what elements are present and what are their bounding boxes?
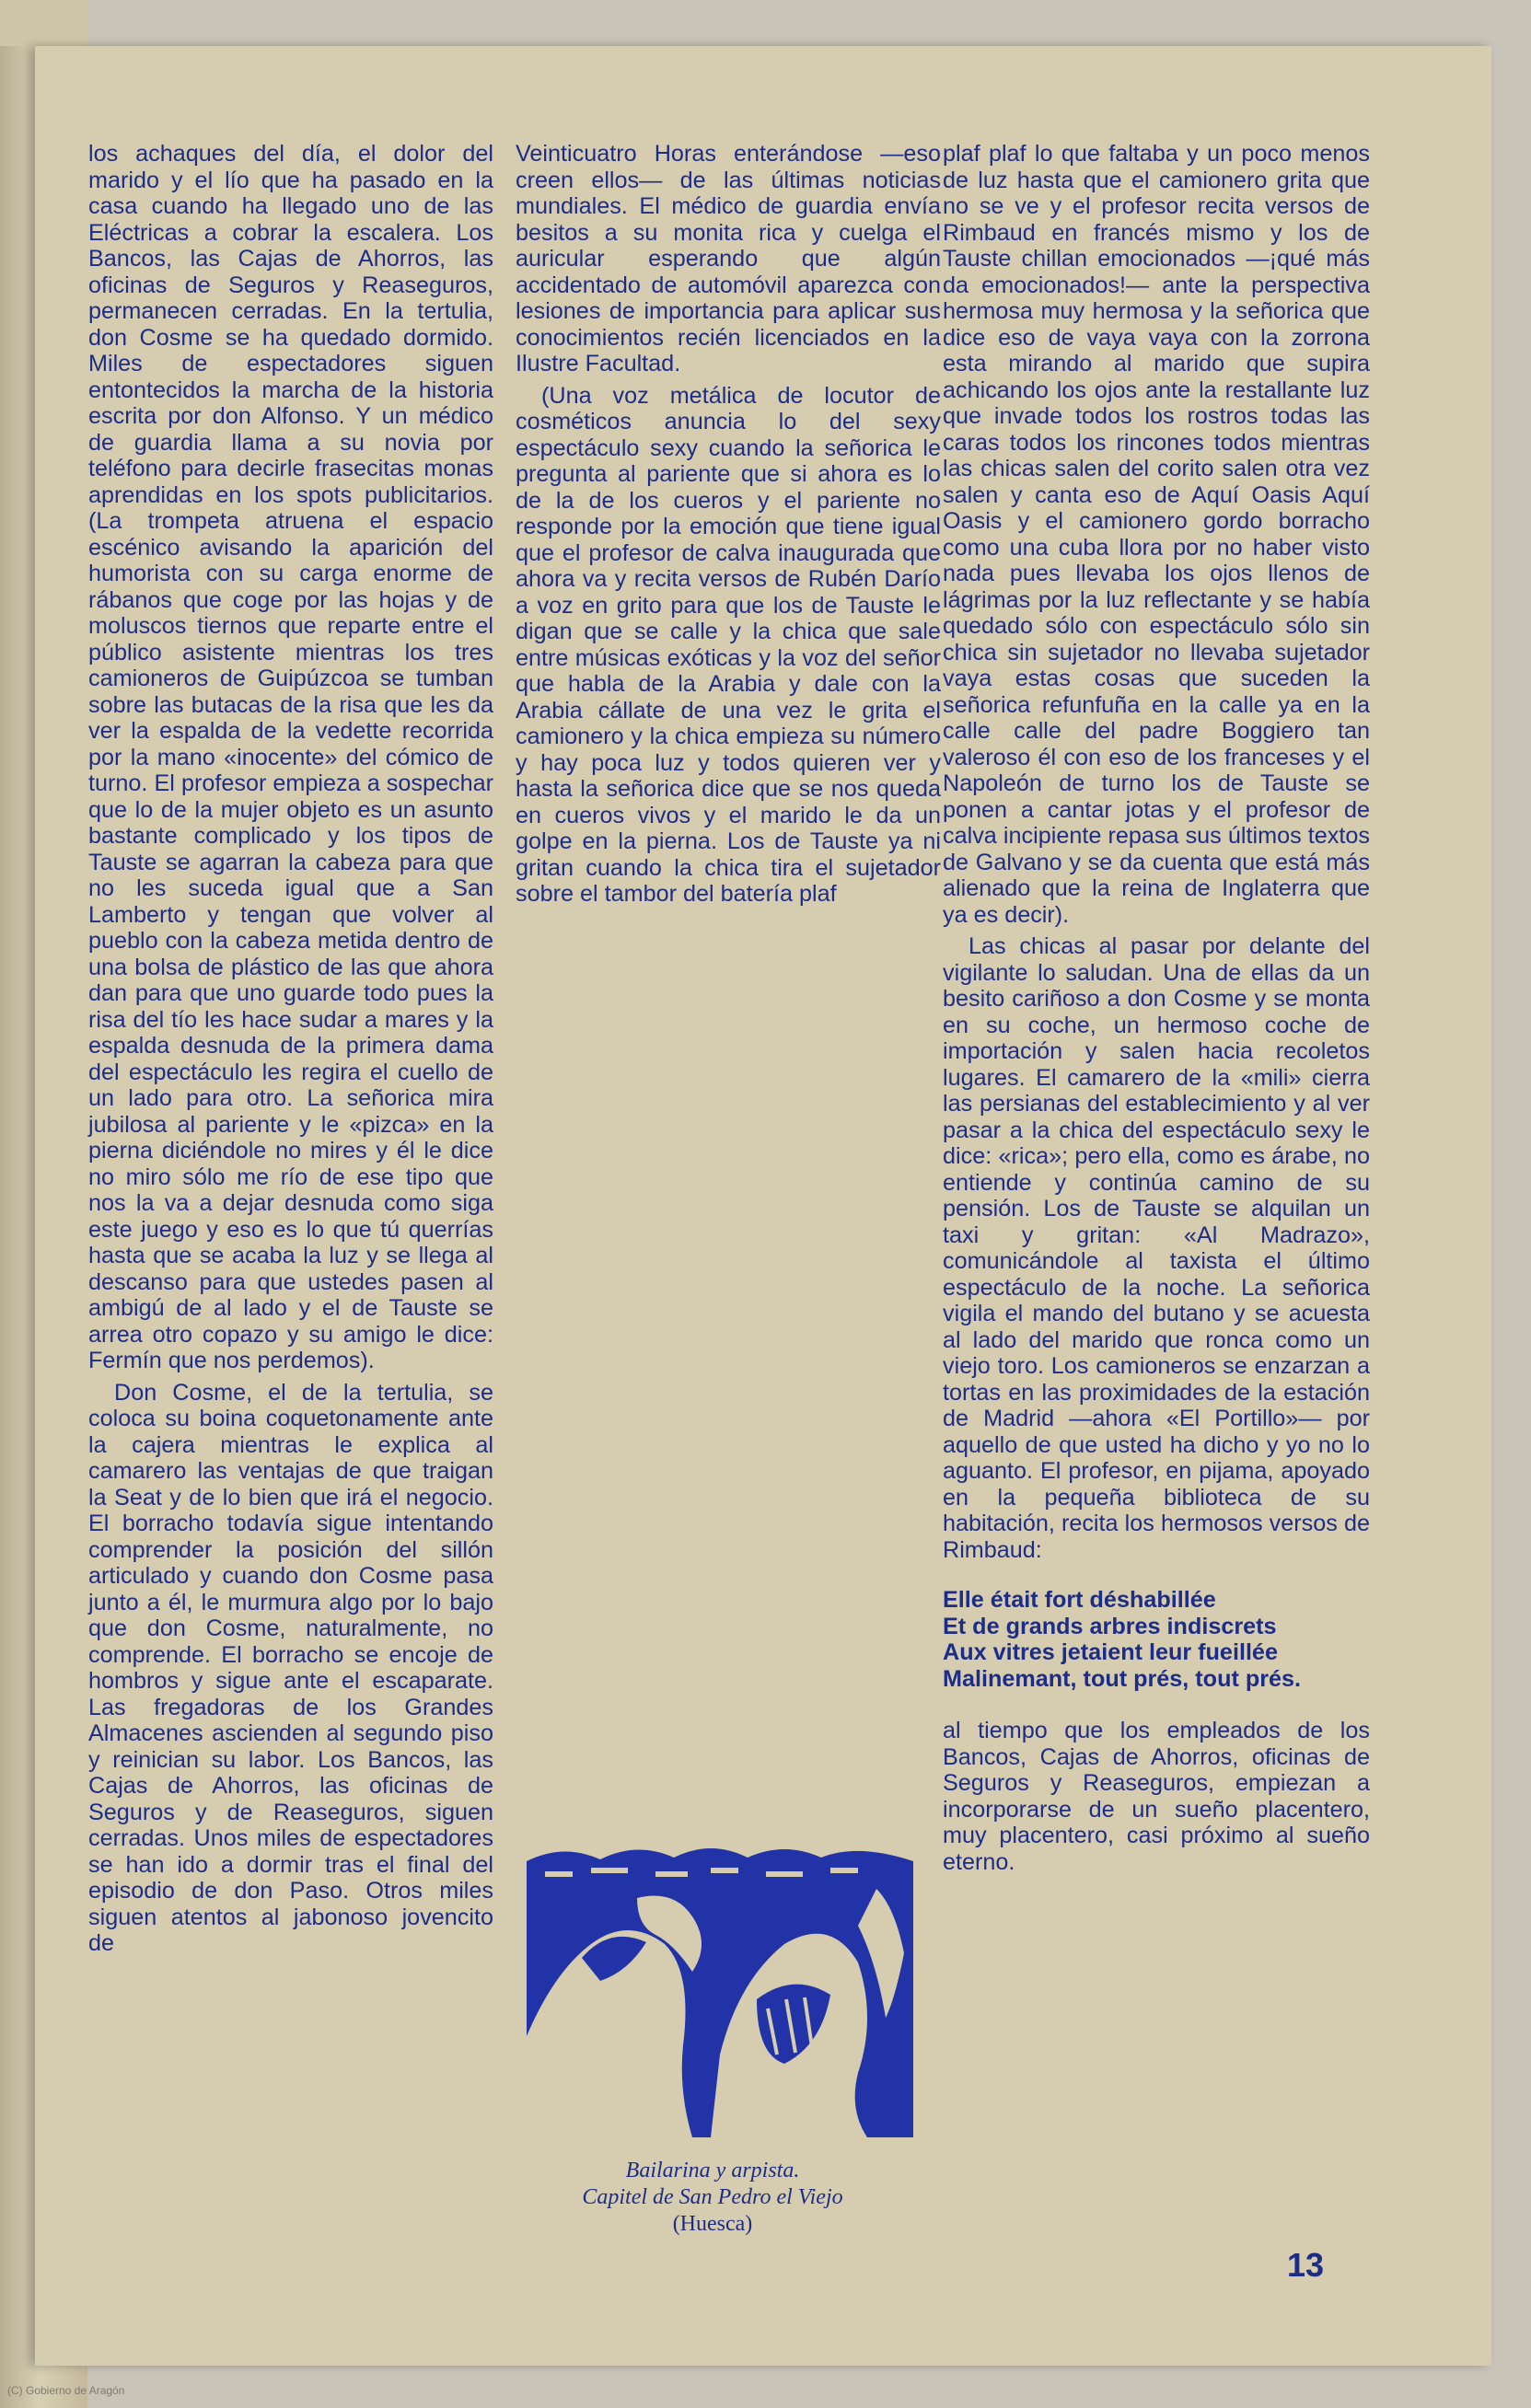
rimbaud-poem	[943, 1587, 1370, 1692]
poem-line: Aux vitres jetaient leur fueillée	[943, 1639, 1278, 1665]
paragraph: Las chicas al pasar por delante del vigilante lo saludan. Una de ellas da un besito cariñoso a don Cosme y se monta en su coche, un hermoso coche de importación y salen hacia recoletos lugares. El camarero de la «mili» cierra las persianas del establecimiento y al ver pasar a la chica del espectáculo sexy le dice: «rica»; pero ella, como es árabe, no entiende y continúa camino de su pensión. Los de Tauste se alquilan un taxi y gritan: «Al Madrazo», comunicándole al taxista el último espectáculo de la noche. La señorica vigila el mando del butano y se acuesta al lado del marido que ronca como un viejo toro. Los camioneros se enzarzan a tortas en las proximidades de la estación de Madrid —ahora «El Portillo»— por aquello de que usted ha dicho y yo no lo aguanto. El profesor, en pijama, apoyado en la pequeña biblioteca de su habitación, recita los hermosos versos de Rimbaud:	[943, 933, 1370, 1563]
caption-title: Bailarina y arpista.	[625, 2159, 800, 2182]
paragraph: plaf plaf lo que faltaba y un poco menos de luz hasta que el camionero grita que no se ve y el profesor recita versos de Rimbaud en francés mismo y los de Tauste chillan emocionados —¡qué más da emocionados!— ante la perspectiva hermosa muy hermosa y la señorica que dice eso de vaya vaya con la zorrona esta mirando al marido que supira achicando los ojos ante la restallante luz que invade todos los rostros todas las caras todos los rincones todos mientras las chicas salen del corito salen otra vez salen y canta eso de Aquí Oasis Aquí Oasis y el camionero gordo borracho como una cuba llora por no haber visto nada pues llevaba los ojos llenos de lágrimas por la luz reflectante y se había quedado sólo con espectáculo sólo sin chica sin sujetador no llevaba sujetador vaya estas cosas que suceden la señorica refunfuña en la calle ya en la calle calle del padre Boggiero tan valeroso él con eso de los franceses y el Napoleón de turno los de Tauste se ponen a cantar jotas y el profesor de calva incipiente repasa sus últimos textos de Galvano y se da cuenta que está más alienado que la reina de Inglaterra que ya es decir).	[943, 141, 1370, 928]
poem-line: Elle était fort déshabillée	[943, 1587, 1216, 1613]
paragraph: los achaques del día, el dolor del marido y el lío que ha pasado en la casa cuando ha llegado uno de las Eléctricas a cobrar la escalera. Los Bancos, las Cajas de Ahorros, las oficinas de Seguros y Reaseguros, permanecen cerradas. En la tertulia, don Cosme se ha quedado dormido. Miles de espectadores siguen entontecidos la marcha de la historia escrita por don Alfonso. Y un médico de guardia llama a su novia por teléfono para decirle frasecitas monas aprendidas en los spots publicitarios. (La trompeta atruena el espacio escénico avisando la aparición del humorista con su carga enorme de rábanos que coge por las hojas y de moluscos tiernos que reparte entre el público asistente mientras los tres camioneros de Guipúzcoa se tumban sobre las butacas de la risa que les da ver la espalda de la vedette recorrida por la mano «inocente» del cómico de turno. El profesor empieza a sospechar que lo de la mujer objeto es un asunto bastante complicado y los tipos de Tauste se agarran la cabeza para que no les suceda igual que a San Lamberto y tengan que volver al pueblo con la cabeza metida dentro de una bolsa de plástico de las que ahora dan para que uno guarde todo pues la risa del tío les hace sudar a mares y la espalda desnuda de la primera dama del espectáculo les regira el cuello de un lado para otro. La señorica mira jubilosa al pariente y le «pizca» en la pierna diciéndole no mires y él le dice no miro sólo me río de ese tipo que nos la va a dejar desnuda como siga este juego y eso es lo que tú querrías hasta que se acaba la luz y se llega al descanso para que ustedes pasen al ambigú de al lado y el de Tauste se arrea otro copazo y su amigo le dice: Fermín que nos perdemos).	[88, 141, 493, 1373]
paragraph: al tiempo que los empleados de los Bancos, Cajas de Ahorros, oficinas de Seguros y Reaseguros, empiezan a incorporarse de un sueño placentero, muy placentero, casi próximo al sueño eterno.	[943, 1718, 1370, 1875]
caption-subtitle: Capitel de San Pedro el Viejo	[582, 2185, 843, 2209]
figure-caption	[490, 2158, 935, 2238]
text-column-3	[943, 141, 1370, 1875]
capital-abacus	[527, 1848, 913, 1880]
copyright-watermark: (C) Gobierno de Aragón	[7, 2384, 125, 2397]
binding-edge-top	[0, 0, 87, 46]
capital-photo	[527, 1834, 913, 2137]
paragraph: Veinticuatro Horas enterándose —eso creen ellos— de las últimas noticias mundiales. El médico de guardia envía besitos a su monita rica y cuelga el auricular esperando que algún accidentado de automóvil aparezca con lesiones de importancia para aplicar sus conocimientos recién licenciados en la Ilustre Facultad.	[516, 141, 941, 376]
poem-line: Malinemant, tout prés, tout prés.	[943, 1665, 1302, 1692]
paragraph: Don Cosme, el de la tertulia, se coloca su boina coquetonamente ante la cajera mientras le explica al camarero las ventajas de que traigan la Seat y de lo bien que irá el negocio. El borracho todavía sigue intentando comprender la posición del sillón articulado y cuando don Cosme pasa junto a él, le murmura algo por lo bajo que don Cosme, naturalmente, no comprende. El borracho se encoje de hombros y sigue ante el escaparate. Las fregadoras de los Grandes Almacenes ascienden al segundo piso y reinician su labor. Los Bancos, las Cajas de Ahorros, las oficinas de Seguros y de Reaseguros, siguen cerradas. Unos miles de espectadores se han ido a dormir tras el final del episodio de don Paso. Otros miles siguen atentos al jabonoso jovencito de	[88, 1379, 493, 1956]
text-column-2	[516, 141, 941, 908]
caption-location: (Huesca)	[672, 2212, 753, 2236]
magazine-page	[35, 46, 1491, 2366]
poem-line: Et de grands arbres indiscrets	[943, 1613, 1277, 1639]
page-number: 13	[1287, 2246, 1325, 2284]
paragraph: (Una voz metálica de locutor de cosméticos anuncia lo del sexy espectáculo sexy cuando la señorica le pregunta al pariente que si ahora es lo de la de los cueros y el pariente no responde por la emoción que tiene igual que el profesor de calva inaugurada que ahora va y recita versos de Rubén Darío a voz en grito para que los de Tauste le digan que se calle y la chica que sale entre músicas exóticas y la voz del señor que habla de la Arabia y dale con la Arabia cállate de una vez le grita el camionero y la chica empieza su número y hay poca luz y todos quieren ver y hasta la señorica dice que se nos queda en cueros vivos y el marido le da un golpe en la pierna. Los de Tauste ya ni gritan cuando la chica tira el sujetador sobre el tambor del batería plaf	[516, 382, 941, 907]
text-column-1	[88, 141, 493, 1957]
capital-illustration	[490, 1834, 935, 2238]
